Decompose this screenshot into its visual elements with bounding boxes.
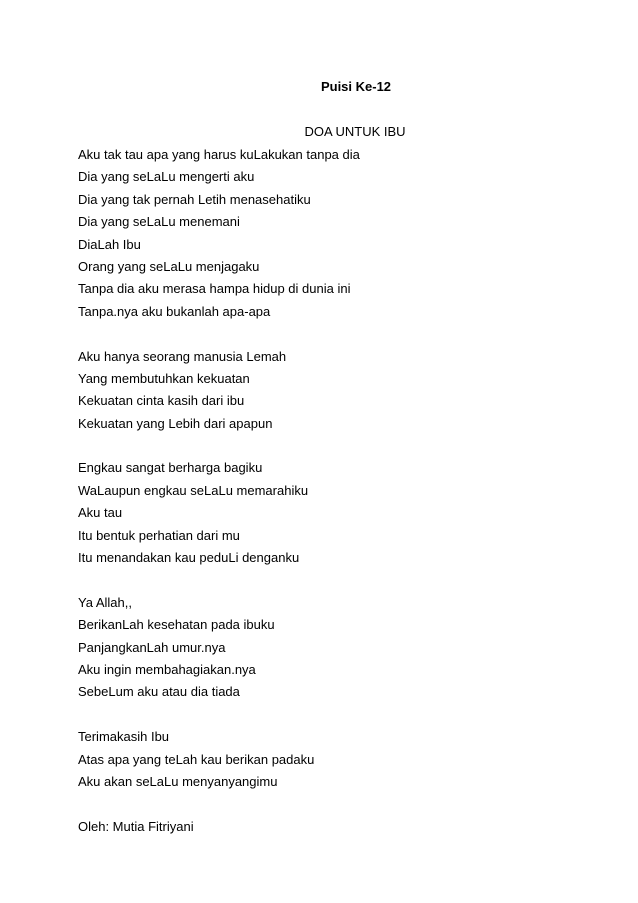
poem-line: Engkau sangat berharga bagiku xyxy=(78,460,263,476)
poem-line: Aku hanya seorang manusia Lemah xyxy=(78,348,287,364)
poem-line: Kekuatan cinta kasih dari ibu xyxy=(78,393,245,409)
poem-line: Tanpa.nya aku bukanlah apa-apa xyxy=(78,303,271,319)
stanza-5 xyxy=(78,726,598,793)
stanza-gap xyxy=(78,435,598,457)
poem-line: Kekuatan yang Lebih dari apapun xyxy=(78,415,273,431)
poem-line: Itu bentuk perhatian dari mu xyxy=(78,527,240,543)
poem-line: Aku tak tau apa yang harus kuLakukan tanpa dia xyxy=(78,147,360,162)
stanza-2 xyxy=(78,346,598,436)
stanza-gap xyxy=(78,569,598,591)
poem-number-title xyxy=(0,79,638,94)
poem-line: Aku tau xyxy=(78,505,123,521)
poem-line: Ya Allah,, xyxy=(78,594,132,610)
poem-line: Aku akan seLaLu menyanyangimu xyxy=(78,773,278,789)
poem-line: Dia yang tak pernah Letih menasehatiku xyxy=(78,191,311,207)
poem-line: Tanpa dia aku merasa hampa hidup di dunia ini xyxy=(78,281,351,297)
poem-number-title-text: Puisi Ke-12 xyxy=(320,79,392,94)
poem-line: Terimakasih Ibu xyxy=(78,729,170,745)
poem-body xyxy=(78,144,598,838)
poem-title xyxy=(0,124,638,139)
poem-line: Itu menandakan kau peduLi denganku xyxy=(78,550,300,566)
stanza-3 xyxy=(78,457,598,569)
poem-line: Orang yang seLaLu menjagaku xyxy=(78,258,260,274)
poem-line: WaLaupun engkau seLaLu memarahiku xyxy=(78,482,309,498)
poem-line: Atas apa yang teLah kau berikan padaku xyxy=(78,751,315,767)
poem-line: DiaLah Ibu xyxy=(78,236,141,252)
stanza-4 xyxy=(78,592,598,704)
poem-line: PanjangkanLah umur.nya xyxy=(78,639,226,655)
poem-line: SebeLum aku atau dia tiada xyxy=(78,684,240,700)
author-line: Oleh: Mutia Fitriyani xyxy=(78,818,194,834)
stanza-gap xyxy=(78,704,598,726)
poem-line: Yang membutuhkan kekuatan xyxy=(78,370,250,386)
poem-line: Dia yang seLaLu menemani xyxy=(78,214,240,230)
poem-line: BerikanLah kesehatan pada ibuku xyxy=(78,617,275,633)
stanza-gap xyxy=(78,323,598,345)
stanza-gap xyxy=(78,793,598,815)
stanza-1 xyxy=(78,144,598,323)
author-credit xyxy=(78,816,598,838)
poem-line: Dia yang seLaLu mengerti aku xyxy=(78,169,255,185)
poem-line: Aku ingin membahagiakan.nya xyxy=(78,661,256,677)
poem-title-text: DOA UNTUK IBU xyxy=(304,124,406,139)
